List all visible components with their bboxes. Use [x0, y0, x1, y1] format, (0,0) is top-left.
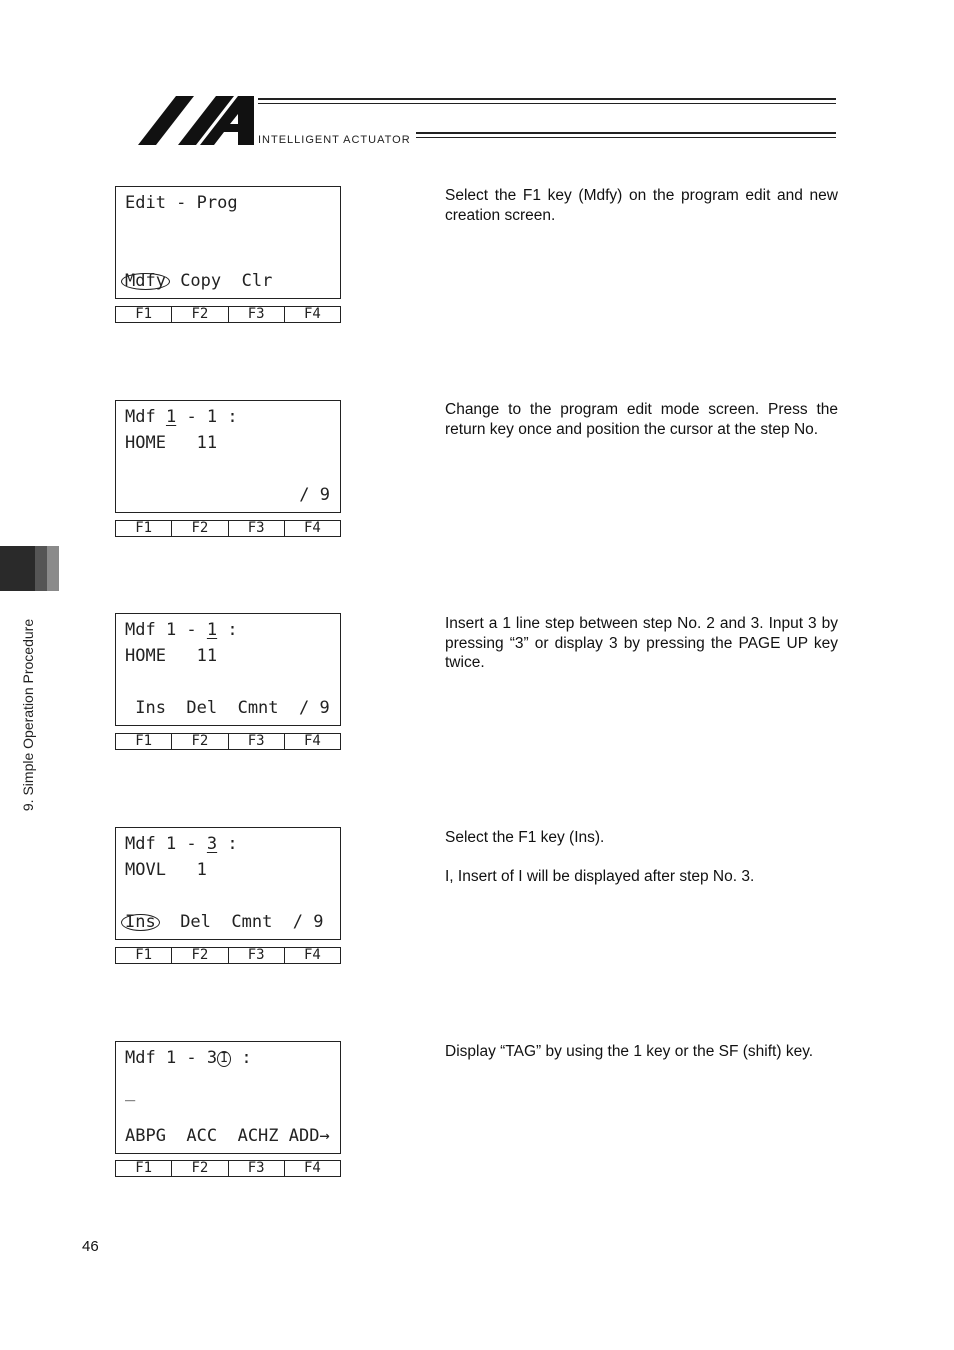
- lcd-text: :: [217, 834, 238, 854]
- f2-key[interactable]: F2: [171, 1161, 227, 1176]
- lcd-softkey-line: [125, 912, 323, 932]
- description-text: Select the F1 key (Ins).: [445, 829, 605, 846]
- f3-key[interactable]: F3: [228, 1161, 284, 1176]
- f3-key[interactable]: F3: [228, 948, 284, 963]
- f2-key[interactable]: F2: [171, 307, 227, 322]
- description-text: Change to the program edit mode screen. Press the return key once and position the cursor at the step No.: [445, 401, 838, 438]
- header-rule-top: [258, 98, 836, 100]
- lcd-softkey-line: [125, 271, 272, 291]
- f1-key[interactable]: F1: [135, 306, 153, 322]
- chapter-tab-dark: [0, 546, 35, 591]
- lcd-screen-5: [115, 1041, 341, 1154]
- chapter-tab-mid: [35, 546, 47, 591]
- f4-key[interactable]: F4: [284, 734, 340, 749]
- f2-key[interactable]: F2: [171, 948, 227, 963]
- description-text: Select the F1 key (Mdfy) on the program edit and new creation screen.: [445, 187, 838, 224]
- lcd-text: :: [217, 620, 238, 640]
- softkey-labels: Copy Clr: [169, 271, 273, 291]
- lcd-softkey-line: Ins Del Cmnt / 9: [125, 698, 330, 718]
- function-keys-3: [115, 733, 341, 750]
- step-description-3: [445, 614, 838, 673]
- lcd-cursor-line: _: [125, 1082, 136, 1102]
- lcd-text: Mdf 1 - 3: [125, 1048, 218, 1068]
- description-text: I, Insert of I will be displayed after step No. 3.: [445, 867, 755, 885]
- lcd-line: [125, 407, 238, 427]
- step-description-2: [445, 400, 838, 439]
- lcd-text: Mdf 1 -: [125, 834, 207, 854]
- mdfy-circled-softkey[interactable]: Mdfy: [121, 273, 170, 290]
- step-description-1: [445, 186, 838, 225]
- lcd-screen-2: [115, 400, 341, 513]
- lcd-line: [125, 620, 238, 640]
- f3-key[interactable]: F3: [228, 521, 284, 536]
- lcd-line: [125, 1048, 252, 1068]
- chapter-tab-light: [47, 546, 59, 591]
- header-rule-bottom-thin: [416, 137, 836, 138]
- step-description-5: [445, 1042, 838, 1062]
- iai-logo-icon: [138, 94, 258, 149]
- description-text: Display “TAG” by using the 1 key or the SF (shift) key.: [445, 1043, 814, 1060]
- cursor-step: 1: [206, 620, 218, 640]
- header-rule-bottom: [416, 132, 836, 134]
- lcd-line: HOME 11: [125, 433, 218, 453]
- function-keys-2: [115, 520, 341, 537]
- header-rule-top-thin: [258, 103, 836, 104]
- f3-key[interactable]: F3: [228, 734, 284, 749]
- f4-key[interactable]: F4: [284, 521, 340, 536]
- f4-key[interactable]: F4: [284, 948, 340, 963]
- function-keys-5: [115, 1160, 341, 1177]
- lcd-screen-3: [115, 613, 341, 726]
- function-keys-1: [115, 306, 341, 323]
- f2-key[interactable]: F2: [171, 734, 227, 749]
- brand-name: INTELLIGENT ACTUATOR: [258, 134, 411, 146]
- cursor-step: 1: [165, 407, 177, 427]
- page-number: 46: [82, 1238, 99, 1255]
- lcd-screen-4: [115, 827, 341, 940]
- f1-key[interactable]: F1: [135, 947, 153, 963]
- f1-key[interactable]: F1: [135, 520, 153, 536]
- f2-key[interactable]: F2: [171, 521, 227, 536]
- step-description-4: [445, 828, 838, 886]
- header: [138, 94, 838, 154]
- chapter-label: 9. Simple Operation Procedure: [20, 618, 36, 812]
- ins-circled-softkey[interactable]: Ins: [121, 914, 160, 931]
- lcd-line: HOME 11: [125, 646, 218, 666]
- lcd-text: :: [231, 1048, 252, 1068]
- softkey-labels: Del Cmnt / 9: [159, 912, 324, 932]
- lcd-line: MOVL 1: [125, 860, 207, 880]
- f1-key[interactable]: F1: [135, 1160, 153, 1176]
- f1-key[interactable]: F1: [135, 733, 153, 749]
- f4-key[interactable]: F4: [284, 1161, 340, 1176]
- lcd-screen-1: [115, 186, 341, 299]
- function-keys-4: [115, 947, 341, 964]
- lcd-line: [125, 834, 238, 854]
- insert-marker: I: [217, 1051, 231, 1067]
- lcd-line: Edit - Prog: [125, 193, 238, 213]
- lcd-softkey-line: ABPG ACC ACHZ ADD→: [125, 1126, 330, 1146]
- step-count: / 9: [299, 485, 330, 505]
- lcd-text: Mdf: [125, 407, 166, 427]
- lcd-text: Mdf 1 -: [125, 620, 207, 640]
- f3-key[interactable]: F3: [228, 307, 284, 322]
- f4-key[interactable]: F4: [284, 307, 340, 322]
- description-text: Insert a 1 line step between step No. 2 and 3. Input 3 by pressing “3” or display 3 by pressing the PAGE UP key twice.: [445, 615, 838, 671]
- lcd-text: - 1 :: [176, 407, 238, 427]
- cursor-step: 3: [206, 834, 218, 854]
